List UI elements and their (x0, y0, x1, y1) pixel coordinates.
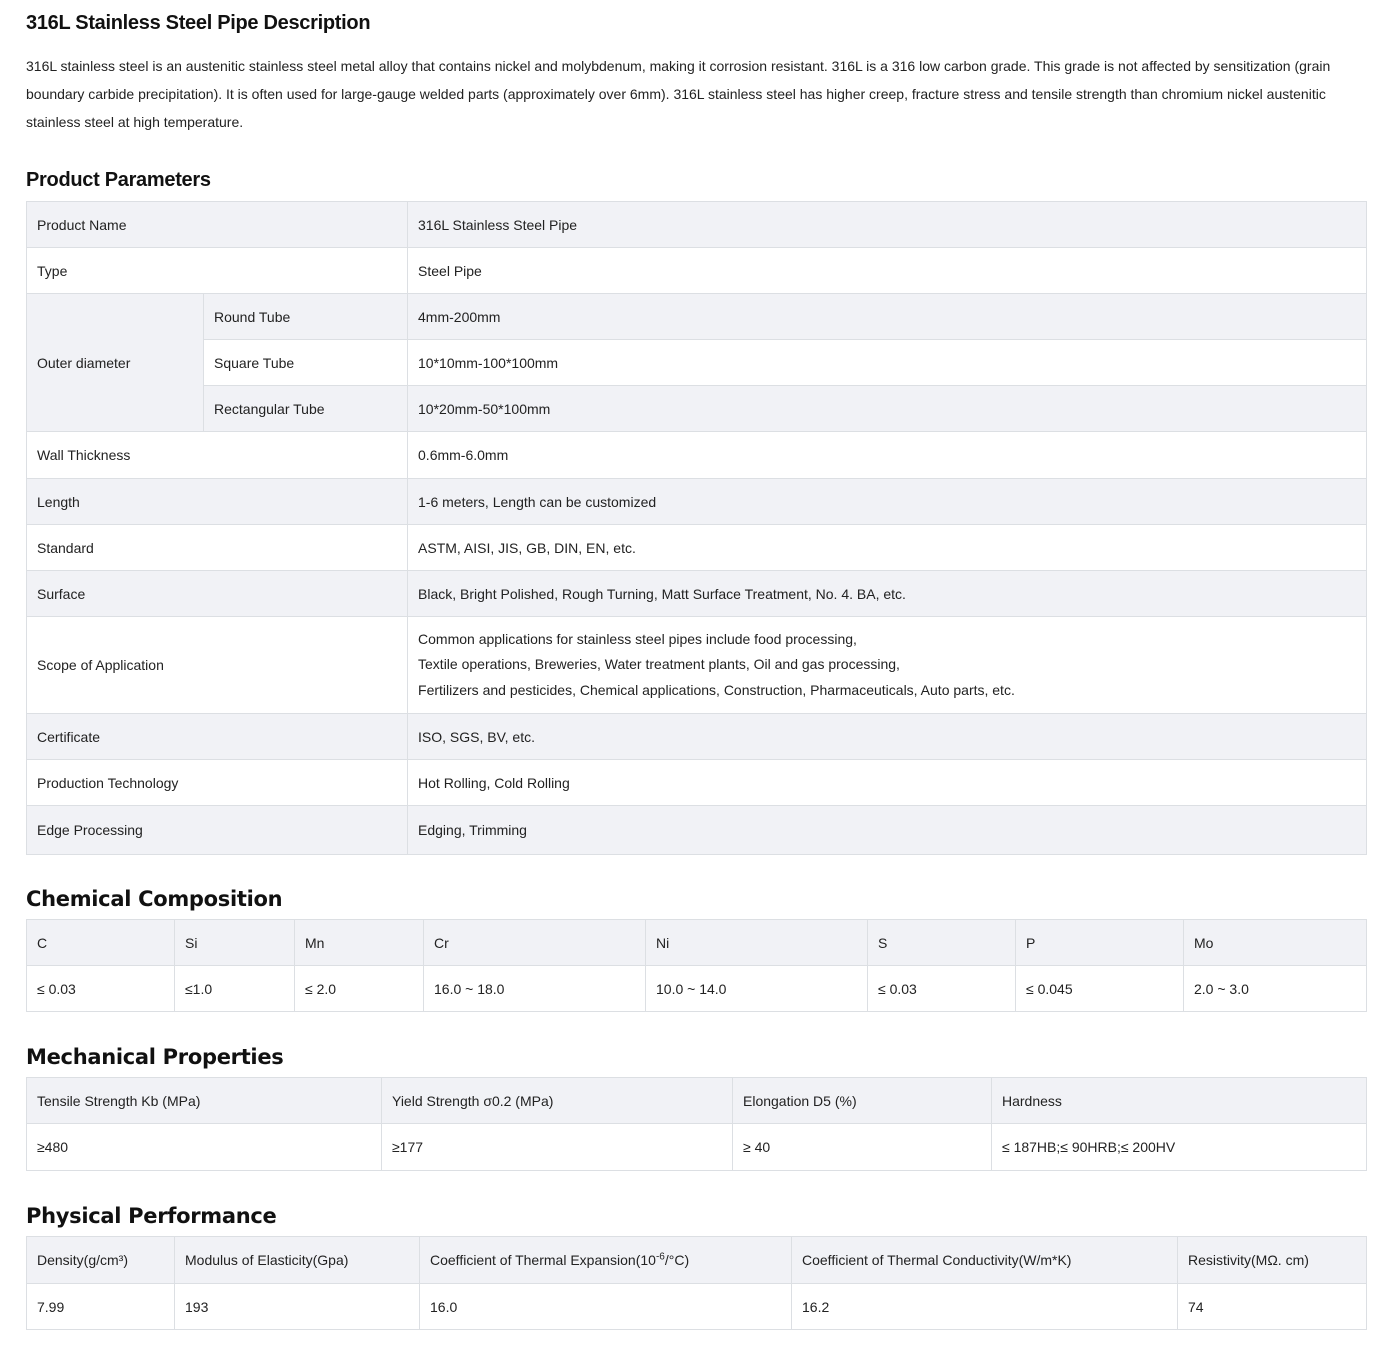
table-cell: ≤ 0.045 (1016, 966, 1184, 1012)
table-cell: ≤ 2.0 (295, 966, 424, 1012)
column-header: Cr (424, 920, 646, 966)
expansion-header-prefix: Coefficient of Thermal Expansion(10 (430, 1252, 656, 1268)
table-row (27, 202, 1367, 248)
param-value: 10*20mm-50*100mm (408, 386, 1367, 432)
description-text: 316L stainless steel is an austenitic stainless steel metal alloy that contains nickel and molybdenum, making it corrosion resistant. 316L is a 316 low carbon grade. This grade is not affected by sensitization (grain boundary carbide precipitation). It is often used for large-gauge welded parts (approximately over 6mm). 316L stainless steel has higher creep, fracture stress and tensile strength than chromium nickel austenitic stainless steel at high temperature. (26, 58, 1331, 130)
table-cell: 16.2 (792, 1284, 1178, 1330)
table-cell: 2.0 ~ 3.0 (1184, 966, 1367, 1012)
param-label: Certificate (27, 714, 408, 760)
table-cell: 16.0 ~ 18.0 (424, 966, 646, 1012)
parameters-table (26, 201, 1367, 855)
param-label: Type (27, 248, 408, 294)
description-title: 316L Stainless Steel Pipe Description (26, 12, 371, 34)
expansion-header-exponent: -6 (655, 1251, 665, 1263)
param-value: 0.6mm-6.0mm (408, 432, 1367, 479)
parameters-title: Product Parameters (26, 169, 211, 191)
param-value: 316L Stainless Steel Pipe (408, 202, 1367, 248)
table-row (27, 248, 1367, 294)
table-row (27, 479, 1367, 525)
physical-table (26, 1236, 1367, 1330)
column-header: Resistivity(MΩ. cm) (1178, 1237, 1367, 1284)
table-row (27, 617, 1367, 714)
table-cell: ≤1.0 (175, 966, 295, 1012)
column-header: Elongation D5 (%) (733, 1078, 992, 1124)
table-row (27, 1284, 1367, 1330)
table-cell: ≥ 40 (733, 1124, 992, 1171)
param-label: Standard (27, 525, 408, 571)
column-header: Mo (1184, 920, 1367, 966)
param-label: Length (27, 479, 408, 525)
column-header (420, 1237, 792, 1284)
scope-line: Fertilizers and pesticides, Chemical applications, Construction, Pharmaceuticals, Auto parts, etc. (418, 681, 1015, 698)
column-header: Si (175, 920, 295, 966)
table-header-row (27, 1078, 1367, 1124)
param-label: Wall Thickness (27, 432, 408, 479)
param-value: ISO, SGS, BV, etc. (408, 714, 1367, 760)
table-cell: 10.0 ~ 14.0 (646, 966, 868, 1012)
param-label: Edge Processing (27, 806, 408, 855)
table-row (27, 525, 1367, 571)
table-row (27, 966, 1367, 1012)
table-row (27, 340, 1367, 386)
param-sublabel: Rectangular Tube (204, 386, 408, 432)
param-value: 4mm-200mm (408, 294, 1367, 340)
table-row (27, 760, 1367, 806)
column-header: S (868, 920, 1016, 966)
scope-line: Common applications for stainless steel pipes include food processing, (418, 630, 857, 647)
param-value: Edging, Trimming (408, 806, 1367, 855)
column-header: Ni (646, 920, 868, 966)
column-header: C (27, 920, 175, 966)
param-value: ASTM, AISI, JIS, GB, DIN, EN, etc. (408, 525, 1367, 571)
param-label: Scope of Application (27, 617, 408, 714)
param-label: Outer diameter (27, 294, 204, 432)
param-label: Surface (27, 571, 408, 617)
column-header: Tensile Strength Kb (MPa) (27, 1078, 382, 1124)
table-row (27, 294, 1367, 340)
table-cell: ≥177 (382, 1124, 733, 1171)
column-header: P (1016, 920, 1184, 966)
mechanical-title: Mechanical Properties (26, 1045, 284, 1069)
param-sublabel: Square Tube (204, 340, 408, 386)
table-header-row (27, 920, 1367, 966)
table-cell: ≤ 0.03 (27, 966, 175, 1012)
table-row (27, 432, 1367, 479)
table-cell: 74 (1178, 1284, 1367, 1330)
scope-line: Textile operations, Breweries, Water treatment plants, Oil and gas processing, (418, 656, 900, 673)
param-label: Product Name (27, 202, 408, 248)
table-cell: ≤ 0.03 (868, 966, 1016, 1012)
param-sublabel: Round Tube (204, 294, 408, 340)
column-header: Coefficient of Thermal Conductivity(W/m*K) (792, 1237, 1178, 1284)
param-value-multiline (408, 617, 1367, 714)
table-row (27, 386, 1367, 432)
table-row (27, 1124, 1367, 1171)
table-row (27, 571, 1367, 617)
mechanical-table (26, 1077, 1367, 1171)
physical-title: Physical Performance (26, 1204, 277, 1228)
expansion-header-suffix: /°C) (664, 1252, 690, 1268)
param-value: 10*10mm-100*100mm (408, 340, 1367, 386)
param-value: Steel Pipe (408, 248, 1367, 294)
param-value: Black, Bright Polished, Rough Turning, Matt Surface Treatment, No. 4. BA, etc. (408, 571, 1367, 617)
param-value: 1-6 meters, Length can be customized (408, 479, 1367, 525)
table-header-row (27, 1237, 1367, 1284)
chemical-table (26, 919, 1367, 1012)
column-header: Hardness (992, 1078, 1367, 1124)
table-cell: 193 (175, 1284, 420, 1330)
param-value: Hot Rolling, Cold Rolling (408, 760, 1367, 806)
param-label: Production Technology (27, 760, 408, 806)
chemical-title: Chemical Composition (26, 887, 283, 911)
table-row (27, 806, 1367, 855)
column-header: Yield Strength σ0.2 (MPa) (382, 1078, 733, 1124)
table-row (27, 714, 1367, 760)
column-header: Mn (295, 920, 424, 966)
column-header: Modulus of Elasticity(Gpa) (175, 1237, 420, 1284)
column-header: Density(g/cm³) (27, 1237, 175, 1284)
table-cell: ≤ 187HB;≤ 90HRB;≤ 200HV (992, 1124, 1367, 1171)
table-cell: 7.99 (27, 1284, 175, 1330)
table-cell: 16.0 (420, 1284, 792, 1330)
table-cell: ≥480 (27, 1124, 382, 1171)
